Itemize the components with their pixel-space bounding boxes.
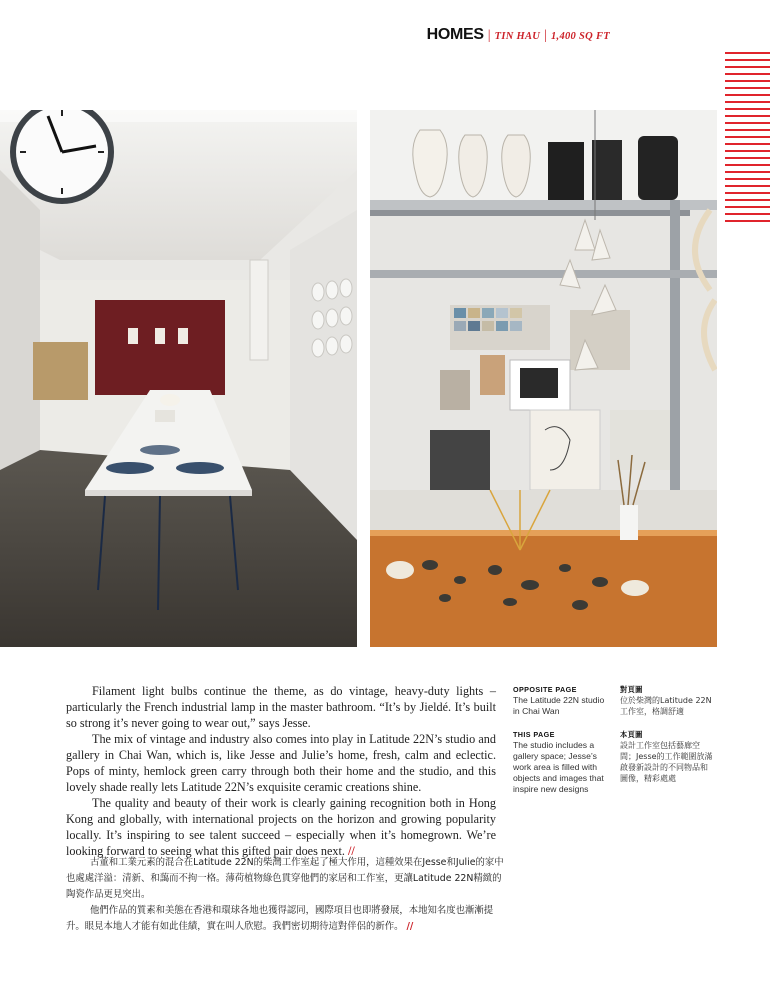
end-mark: // — [347, 844, 355, 858]
header-location: TIN HAU — [494, 31, 541, 42]
caption-label-opposite: OPPOSITE PAGE — [513, 685, 577, 694]
header-divider: | — [487, 28, 491, 43]
section-title: HOMES — [426, 26, 484, 43]
article-paragraph: The mix of vintage and industry also comes into play in Latitude 22N’s studio and gallery in Chai Wan, which is, like Jesse and Julie’s home, fresh, calm and eclectic. Pops of minty, hemlock green carry through both their home and the studio, and this lovely shade really lets Latitude 22N’s exquisite ceramic creations shine. — [66, 732, 496, 794]
captions-chinese — [620, 684, 715, 796]
caption-text-this-zh: 設計工作室包括藝廊空間；Jesse的工作範圍放滿啟發新設計的不同物品和圖像，精彩處處 — [620, 741, 713, 783]
article-paragraph-text: The quality and beauty of their work is clearly gaining recognition both in Hong Kong and globally, with international projects on the horizon and growing popularity locally. It’s inspiring to see talent succeed – especially when it’s homegrown. We’re looking forward to seeing what this gifted pair does next. — [66, 796, 496, 858]
caption-text-this: The studio includes a gallery space; Jesse’s work area is filled with objects and images that inspire new designs — [513, 740, 604, 794]
article-body — [66, 683, 496, 859]
header-size: 1,400 SQ FT — [550, 31, 610, 42]
caption-label-opposite-zh: 對頁圖 — [620, 685, 643, 694]
captions-english — [513, 684, 613, 807]
article-paragraph-zh-text: 他們作品的質素和美態在香港和環球各地也獲得認同，國際項目也即將發展，本地知名度也漸漸提升。眼見本地人才能有如此佳績，實在叫人欣慰。我們密切期待這對伴侶的新作。 — [66, 905, 494, 932]
page-header — [427, 26, 610, 44]
article-paragraph-zh: 古董和工業元素的混合在Latitude 22N的柴灣工作室起了極大作用，這種效果在Jesse和Julie的家中也處處洋溢：清新、和藹而不拘一格。薄荷植物綠色貫穿他們的家居和工作室，更讓Latitude 22N精緻的陶瓷作品更見突出。 — [66, 857, 504, 900]
header-divider: | — [544, 28, 547, 43]
article-body-chinese — [66, 855, 506, 935]
studio-photo — [370, 110, 717, 647]
caption-text-opposite-zh: 位於柴灣的Latitude 22N工作室，格調舒適 — [620, 696, 712, 716]
caption-text-opposite: The Latitude 22N studio in Chai Wan — [513, 695, 605, 716]
caption-label-this: THIS PAGE — [513, 730, 555, 739]
decorative-stripes — [725, 52, 770, 222]
article-paragraph — [66, 795, 496, 859]
caption-label-this-zh: 本頁圖 — [620, 730, 643, 739]
end-mark-zh: // — [406, 921, 414, 932]
article-paragraph: Filament light bulbs continue the theme, as do vintage, heavy-duty lights – particularly the French industrial lamp in the master bathroom. “It’s by Jieldé. It’s built so strong it’s never going to wear out,” says Jesse. — [66, 684, 496, 730]
article-paragraph-zh — [66, 903, 506, 935]
gallery-photo — [0, 110, 357, 647]
